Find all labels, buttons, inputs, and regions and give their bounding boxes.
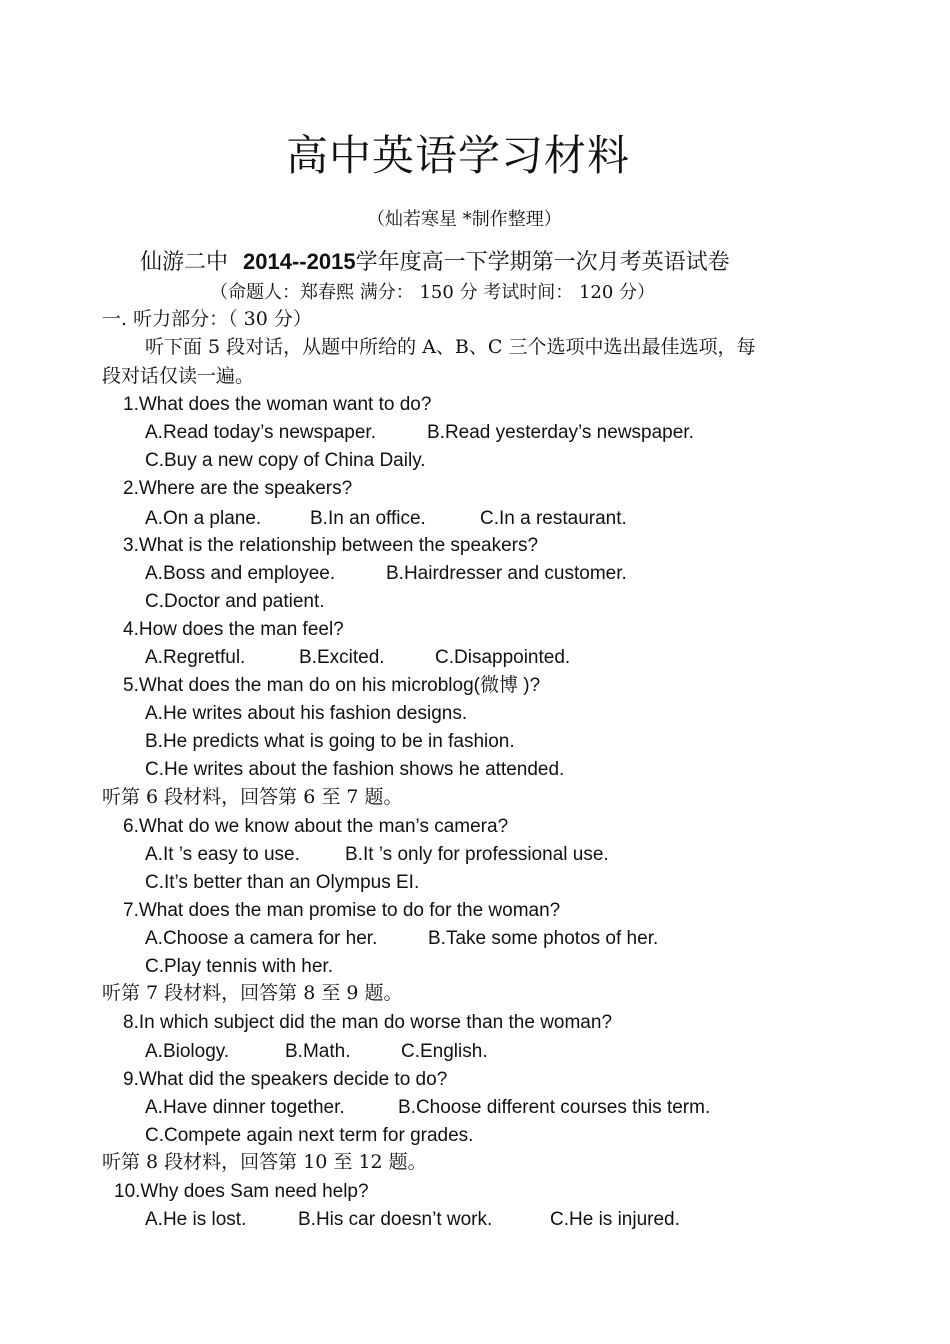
option-b: B.He predicts what is going to be in fashion. (145, 731, 515, 752)
question-stem: 1.What does the woman want to do? (123, 394, 432, 415)
passage-note: 听第 6 段材料，回答第 6 至 7 题。 (102, 786, 403, 808)
option-b: B.Excited. (299, 647, 385, 668)
option-c: C.Buy a new copy of China Daily. (145, 450, 426, 471)
exam-title-rest: 学年度高一下学期第一次月考英语试卷 (355, 250, 730, 275)
passage-note: 听第 8 段材料，回答第 10 至 12 题。 (102, 1151, 427, 1173)
option-a: A.Read today’s newspaper. (145, 422, 376, 443)
option-c: C.He writes about the fashion shows he attended. (145, 759, 565, 780)
option-a: A.On a plane. (145, 508, 262, 529)
exam-title (140, 248, 730, 277)
option-a: A.Boss and employee. (145, 563, 336, 584)
section-heading: 一. 听力部分：（ 30 分） (102, 308, 312, 330)
question-stem: 9.What did the speakers decide to do? (123, 1069, 448, 1090)
option-a: A.It ’s easy to use. (145, 844, 300, 865)
question-stem: 8.In which subject did the man do worse than the woman? (123, 1012, 613, 1033)
instruction-line-2: 段对话仅读一遍。 (102, 365, 255, 387)
option-c: C.He is injured. (550, 1209, 680, 1230)
credit-line: （灿若寒星 *制作整理） (367, 209, 562, 230)
question-stem: 4.How does the man feel? (123, 619, 344, 640)
instruction-line-1: 听下面 5 段对话，从题中所给的 A、B、C 三个选项中选出最佳选项，每 (145, 336, 756, 358)
question-stem: 7.What does the man promise to do for the woman? (123, 900, 561, 921)
exam-info: （命题人：郑春熙 满分： 150 分 考试时间： 120 分） (210, 282, 656, 303)
option-b: B.His car doesn’t work. (298, 1209, 493, 1230)
option-c: C.Disappointed. (435, 647, 571, 668)
option-c: C.English. (401, 1041, 488, 1062)
option-c: C.Doctor and patient. (145, 591, 325, 612)
option-b: B.In an office. (310, 508, 426, 529)
option-b: B.Math. (285, 1041, 351, 1062)
question-stem: 5.What does the man do on his microblog(微博 )? (123, 675, 541, 696)
option-a: A.Choose a camera for her. (145, 928, 378, 949)
option-b: B.Hairdresser and customer. (386, 563, 627, 584)
question-stem: 3.What is the relationship between the speakers? (123, 535, 539, 556)
option-b: B.Choose different courses this term. (398, 1097, 711, 1118)
passage-note: 听第 7 段材料，回答第 8 至 9 题。 (102, 982, 403, 1004)
option-a: A.Regretful. (145, 647, 246, 668)
option-b: B.It ’s only for professional use. (345, 844, 609, 865)
question-stem: 6.What do we know about the man’s camera? (123, 816, 509, 837)
option-c: C.Compete again next term for grades. (145, 1125, 474, 1146)
question-stem: 10.Why does Sam need help? (114, 1181, 369, 1202)
option-a: A.Biology. (145, 1041, 230, 1062)
option-a: A.Have dinner together. (145, 1097, 345, 1118)
option-b: B.Take some photos of her. (428, 928, 659, 949)
option-c: C.Play tennis with her. (145, 956, 333, 977)
option-b: B.Read yesterday’s newspaper. (427, 422, 694, 443)
question-stem: 2.Where are the speakers? (123, 478, 353, 499)
option-c: C.It’s better than an Olympus EI. (145, 872, 420, 893)
option-a: A.He is lost. (145, 1209, 247, 1230)
option-c: C.In a restaurant. (480, 508, 627, 529)
option-a: A.He writes about his fashion designs. (145, 703, 468, 724)
main-title: 高中英语学习材料 (286, 131, 631, 180)
exam-title-years: 2014--2015 (243, 249, 356, 274)
exam-title-school: 仙游二中 (140, 250, 229, 275)
